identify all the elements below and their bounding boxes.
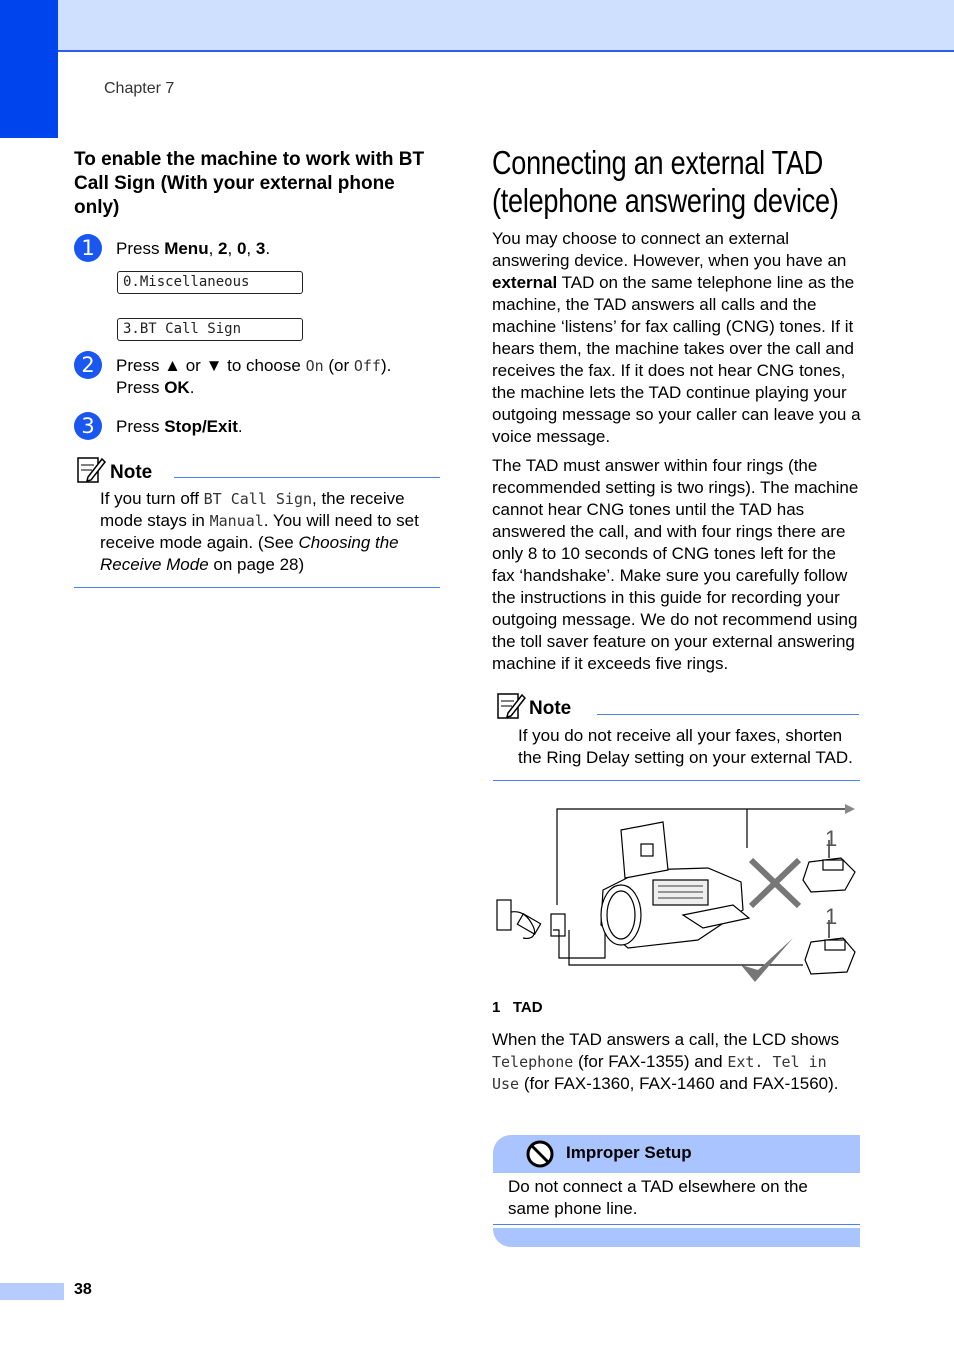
note-pencil-icon bbox=[76, 455, 106, 485]
note-divider bbox=[74, 587, 440, 588]
note-divider bbox=[493, 780, 860, 781]
rings-paragraph: The TAD must answer within four rings (the recommended setting is two rings). The machine cannot hear CNG tones until the TAD has answered the call, and with four rings there are only 8 to 10 seconds of CNG tones left for the fax ‘handshake’. Make sure you carefully follow the instructions in this guide for recording your outgoing message. We do not recommend using the toll saver feature on your external answering machine if it exceeds five rings. bbox=[492, 456, 859, 673]
lcd-display-miscellaneous: 0.Miscellaneous bbox=[117, 271, 303, 294]
prohibited-icon bbox=[525, 1139, 555, 1169]
page-title: Connecting an external TAD (telephone answering device) bbox=[492, 144, 839, 219]
note-rule bbox=[597, 714, 859, 715]
note-title: Note bbox=[110, 462, 153, 483]
lcd-paragraph: When the TAD answers a call, the LCD shows Telephone (for FAX-1355) and Ext. Tel in Use (for FAX-1360, FAX-1460 and FAX-1560). bbox=[492, 1030, 840, 1093]
cross-mark-icon bbox=[751, 860, 799, 906]
note-title: Note bbox=[529, 698, 572, 719]
note-rule bbox=[174, 477, 440, 478]
improper-setup-footer bbox=[493, 1228, 860, 1247]
section-heading: To enable the machine to work with BT Call Sign (With your external phone only) bbox=[74, 149, 425, 218]
chapter-tab bbox=[0, 0, 58, 138]
page-number: 38 bbox=[74, 1281, 92, 1298]
check-mark-icon bbox=[741, 938, 793, 982]
step-text: Press Menu, 2, 0, 3. bbox=[116, 239, 271, 258]
note-body: If you turn off BT Call Sign, the receive mode stays in Manual. You will need to set receive mode again. (See Choosing the Receive Mode on page 28) bbox=[100, 489, 419, 574]
improper-setup-text: Do not connect a TAD elsewhere on the same phone line. bbox=[508, 1177, 808, 1218]
step-number: 1 bbox=[74, 234, 102, 262]
figure-caption: 1 TAD bbox=[492, 999, 543, 1016]
intro-paragraph: You may choose to connect an external answering device. However, when you have an external TAD on the same telephone line as the machine, the TAD answers all calls and the machine ‘listens’ for fax calling (CNG) tones. If it hears them, the machine takes over the call and receives the fax. If it does not hear CNG tones, the machine lets the TAD continue playing your outgoing message so your caller can leave you a voice message. bbox=[492, 229, 861, 446]
label-tad-bottom: 1 bbox=[825, 904, 838, 929]
improper-setup-divider bbox=[493, 1224, 860, 1225]
note-pencil-icon bbox=[496, 691, 526, 721]
note-body: If you do not receive all your faxes, shorten the Ring Delay setting on your external TAD. bbox=[518, 726, 853, 767]
label-tad-top: 1 bbox=[825, 826, 838, 851]
step-number: 3 bbox=[74, 412, 102, 440]
page-number-band bbox=[0, 1283, 64, 1300]
improper-setup-title: Improper Setup bbox=[566, 1143, 692, 1162]
step-text: Press Stop/Exit. bbox=[116, 417, 243, 436]
step-text: Press ▲ or ▼ to choose On (or Off). Press OK. bbox=[116, 356, 392, 397]
step-number: 2 bbox=[74, 351, 102, 379]
header-band bbox=[0, 0, 954, 52]
lcd-display-bt-call-sign: 3.BT Call Sign bbox=[117, 318, 303, 341]
chapter-label: Chapter 7 bbox=[104, 80, 175, 97]
tad-connection-diagram bbox=[493, 800, 861, 994]
